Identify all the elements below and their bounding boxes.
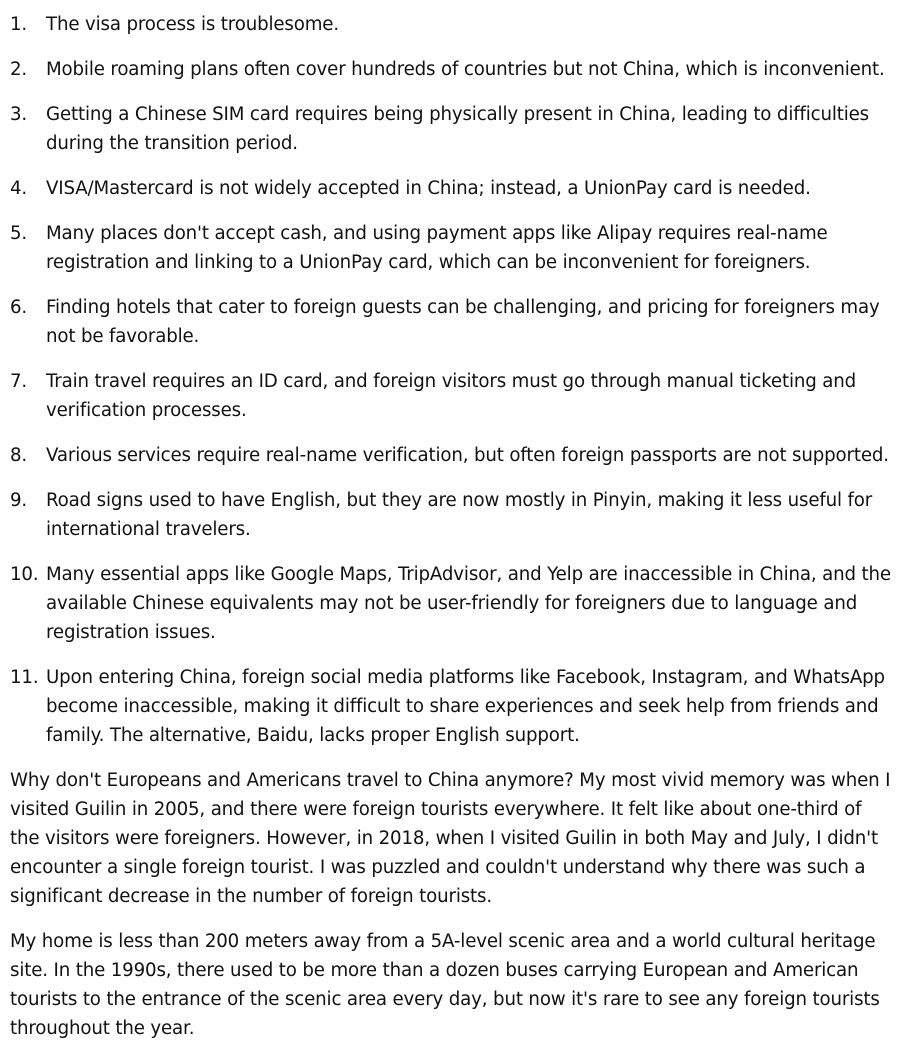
list-text: Train travel requires an ID card, and foreign visitors must go through manual ticketing and verification processes.: [46, 371, 857, 421]
list-item: [10, 367, 899, 425]
list-text: Many essential apps like Google Maps, TripAdvisor, and Yelp are inaccessible in China, and the available Chinese equivalents may not be user-friendly for foreigners due to language and registration issues.: [46, 564, 891, 643]
list-number: 11.: [10, 667, 39, 688]
issue-list: [10, 10, 899, 750]
list-text: VISA/Mastercard is not widely accepted in China; instead, a UnionPay card is needed.: [46, 178, 811, 199]
list-number: 6.: [10, 297, 28, 318]
list-item: [10, 486, 899, 544]
list-item: [10, 560, 899, 647]
list-text: Road signs used to have English, but they are now mostly in Pinyin, making it less useful for international travelers.: [46, 490, 873, 540]
list-number: 10.: [10, 564, 39, 585]
list-item: [10, 441, 899, 470]
list-item: [10, 663, 899, 750]
list-item: [10, 293, 899, 351]
list-item: [10, 100, 899, 158]
list-text: Many places don't accept cash, and using payment apps like Alipay requires real-name registration and linking to a UnionPay card, which can be inconvenient for foreigners.: [46, 223, 828, 273]
list-item: [10, 10, 899, 39]
body-paragraph: Why don't Europeans and Americans travel to China anymore? My most vivid memory was when I visited Guilin in 2005, and there were foreign tourists everywhere. It felt like about one-third of the visitors were foreigners. However, in 2018, when I visited Guilin in both May and July, I didn't encounter a single foreign tourist. I was puzzled and couldn't understand why there was such a significant decrease in the number of foreign tourists.: [10, 770, 891, 907]
list-number: 3.: [10, 104, 28, 125]
list-text: Mobile roaming plans often cover hundreds of countries but not China, which is inconvenient.: [46, 59, 885, 80]
list-number: 9.: [10, 490, 28, 511]
list-text: The visa process is troublesome.: [46, 14, 339, 35]
list-item: [10, 174, 899, 203]
list-text: Upon entering China, foreign social media platforms like Facebook, Instagram, and WhatsApp become inaccessible, making it difficult to share experiences and seek help from friends and family. The alternative, Baidu, lacks proper English support.: [46, 667, 885, 746]
list-text: Finding hotels that cater to foreign guests can be challenging, and pricing for foreigners may not be favorable.: [46, 297, 880, 347]
body-paragraph: My home is less than 200 meters away from a 5A-level scenic area and a world cultural heritage site. In the 1990s, there used to be more than a dozen buses carrying European and American tourists to the entrance of the scenic area every day, but now it's rare to see any foreign tourists throughout the year.: [10, 931, 880, 1039]
list-text: Getting a Chinese SIM card requires being physically present in China, leading to difficulties during the transition period.: [46, 104, 870, 154]
list-item: [10, 219, 899, 277]
list-number: 5.: [10, 223, 28, 244]
list-number: 2.: [10, 59, 28, 80]
list-number: 8.: [10, 445, 28, 466]
list-number: 4.: [10, 178, 28, 199]
list-number: 1.: [10, 14, 28, 35]
list-item: [10, 55, 899, 84]
list-number: 7.: [10, 371, 28, 392]
list-text: Various services require real-name verification, but often foreign passports are not supported.: [46, 445, 889, 466]
